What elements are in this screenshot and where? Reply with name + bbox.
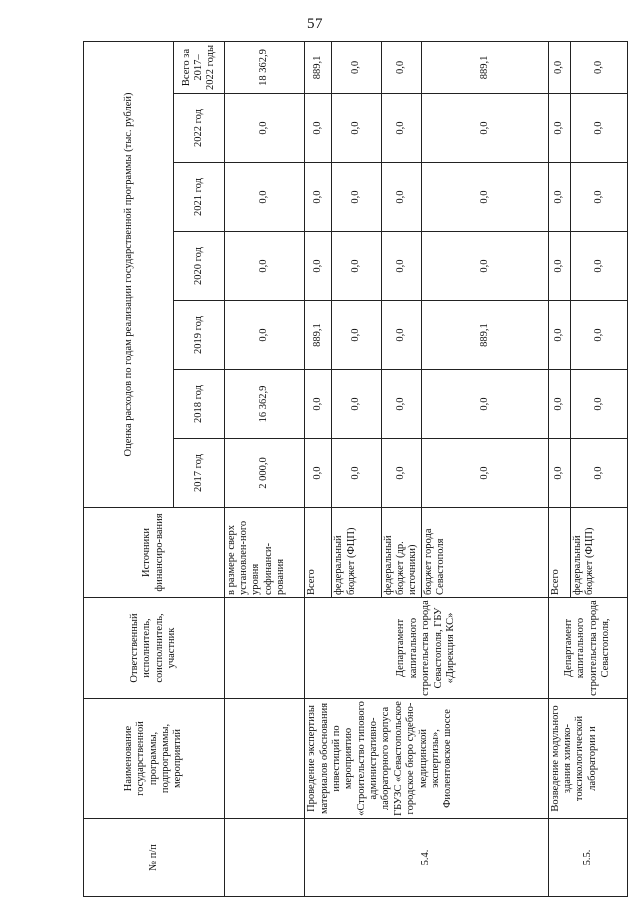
value-cell: 0,0 [570,301,627,370]
value-cell: 0,0 [224,301,304,370]
value-cell: 0,0 [548,301,570,370]
value-cell: 0,0 [332,94,381,163]
value-cell: 889,1 [421,301,548,370]
value-cell: 16 362,9 [224,370,304,439]
item-number: 5.5. [548,819,627,897]
total-cell: 18 362,9 [224,41,304,93]
table-row [224,41,304,896]
value-cell: 0,0 [548,232,570,301]
value-cell: 0,0 [332,163,381,232]
source-cell: федеральный бюджет (ФЦП) [570,508,627,598]
value-cell: 0,0 [548,370,570,439]
value-cell: 0,0 [224,94,304,163]
page-number: 57 [307,16,323,32]
value-cell: 0,0 [305,370,332,439]
total-cell: 0,0 [381,41,421,93]
value-cell: 0,0 [548,94,570,163]
num-cell [224,819,304,897]
budget-table [83,41,628,897]
value-cell: 0,0 [224,163,304,232]
value-cell: 0,0 [421,232,548,301]
value-cell: 0,0 [332,370,381,439]
header-year: 2017 год [174,439,224,508]
value-cell: 0,0 [421,439,548,508]
value-cell: 0,0 [570,439,627,508]
value-cell: 0,0 [381,370,421,439]
value-cell: 0,0 [570,370,627,439]
source-cell: федеральный бюджет (ФЦП) [332,508,381,598]
header-year: 2018 год [174,370,224,439]
value-cell: 0,0 [332,439,381,508]
header-year: 2022 год [174,94,224,163]
value-cell: 0,0 [224,232,304,301]
value-cell: 0,0 [570,232,627,301]
table-row [305,41,332,896]
header-responsible: Ответственный исполнитель, соисполнитель, участник [84,598,225,699]
source-cell: Всего [548,508,570,598]
header-estimate: Оценка расходов по годам реализации государственной программы (тыс. рублей) [84,41,174,507]
value-cell: 0,0 [381,439,421,508]
source-cell: бюджет города Севастополя [421,508,548,598]
header-source: Источники финансиро-вания [84,508,225,598]
value-cell: 0,0 [305,94,332,163]
table-row [548,41,570,896]
value-cell: 0,0 [332,232,381,301]
rotated-table-container [83,42,628,897]
item-responsible: Департамент капитального строительства города Севастополя, [548,598,627,699]
source-cell: в размере сверх установлен-ного уровня софинанси-рования [224,508,304,598]
value-cell: 0,0 [305,163,332,232]
item-responsible: Департамент капитального строительства города Севастополя, ГБУ «Дирекция КС» [305,598,548,699]
value-cell: 0,0 [381,163,421,232]
total-cell: 0,0 [570,41,627,93]
value-cell: 0,0 [421,94,548,163]
value-cell: 0,0 [332,301,381,370]
header-num: № п/п [84,819,225,897]
value-cell: 0,0 [570,163,627,232]
header-year: 2019 год [174,301,224,370]
header-name: Наименование государственной программы, подпрограммы, мероприятий [84,699,225,819]
total-cell: 0,0 [332,41,381,93]
responsible-cell [224,598,304,699]
value-cell: 0,0 [305,232,332,301]
item-name: Возведение модульного здания химико-токсикологической лаборатории и [548,699,627,819]
item-number: 5.4. [305,819,548,897]
value-cell: 0,0 [570,94,627,163]
value-cell: 0,0 [305,439,332,508]
value-cell: 0,0 [421,370,548,439]
source-cell: Всего [305,508,332,598]
name-cell [224,699,304,819]
value-cell: 0,0 [548,163,570,232]
value-cell: 0,0 [548,439,570,508]
value-cell: 0,0 [421,163,548,232]
total-cell: 889,1 [305,41,332,93]
header-year: 2021 год [174,163,224,232]
item-name: Проведение экспертизы материалов обоснования инвестиций по мероприятию «Строительство типового административно-лабораторного корпуса ГБУЗС «Севастопольское городское бюро судебно-медицинской экспертизы», Фиолентовское шоссе [305,699,548,819]
total-cell: 0,0 [548,41,570,93]
value-cell: 0,0 [381,301,421,370]
value-cell: 889,1 [305,301,332,370]
header-year: 2020 год [174,232,224,301]
value-cell: 2 000,0 [224,439,304,508]
header-total: Всего за 2017–2022 годы [174,41,224,93]
value-cell: 0,0 [381,232,421,301]
total-cell: 889,1 [421,41,548,93]
source-cell: федеральный бюджет (др. источники) [381,508,421,598]
value-cell: 0,0 [381,94,421,163]
